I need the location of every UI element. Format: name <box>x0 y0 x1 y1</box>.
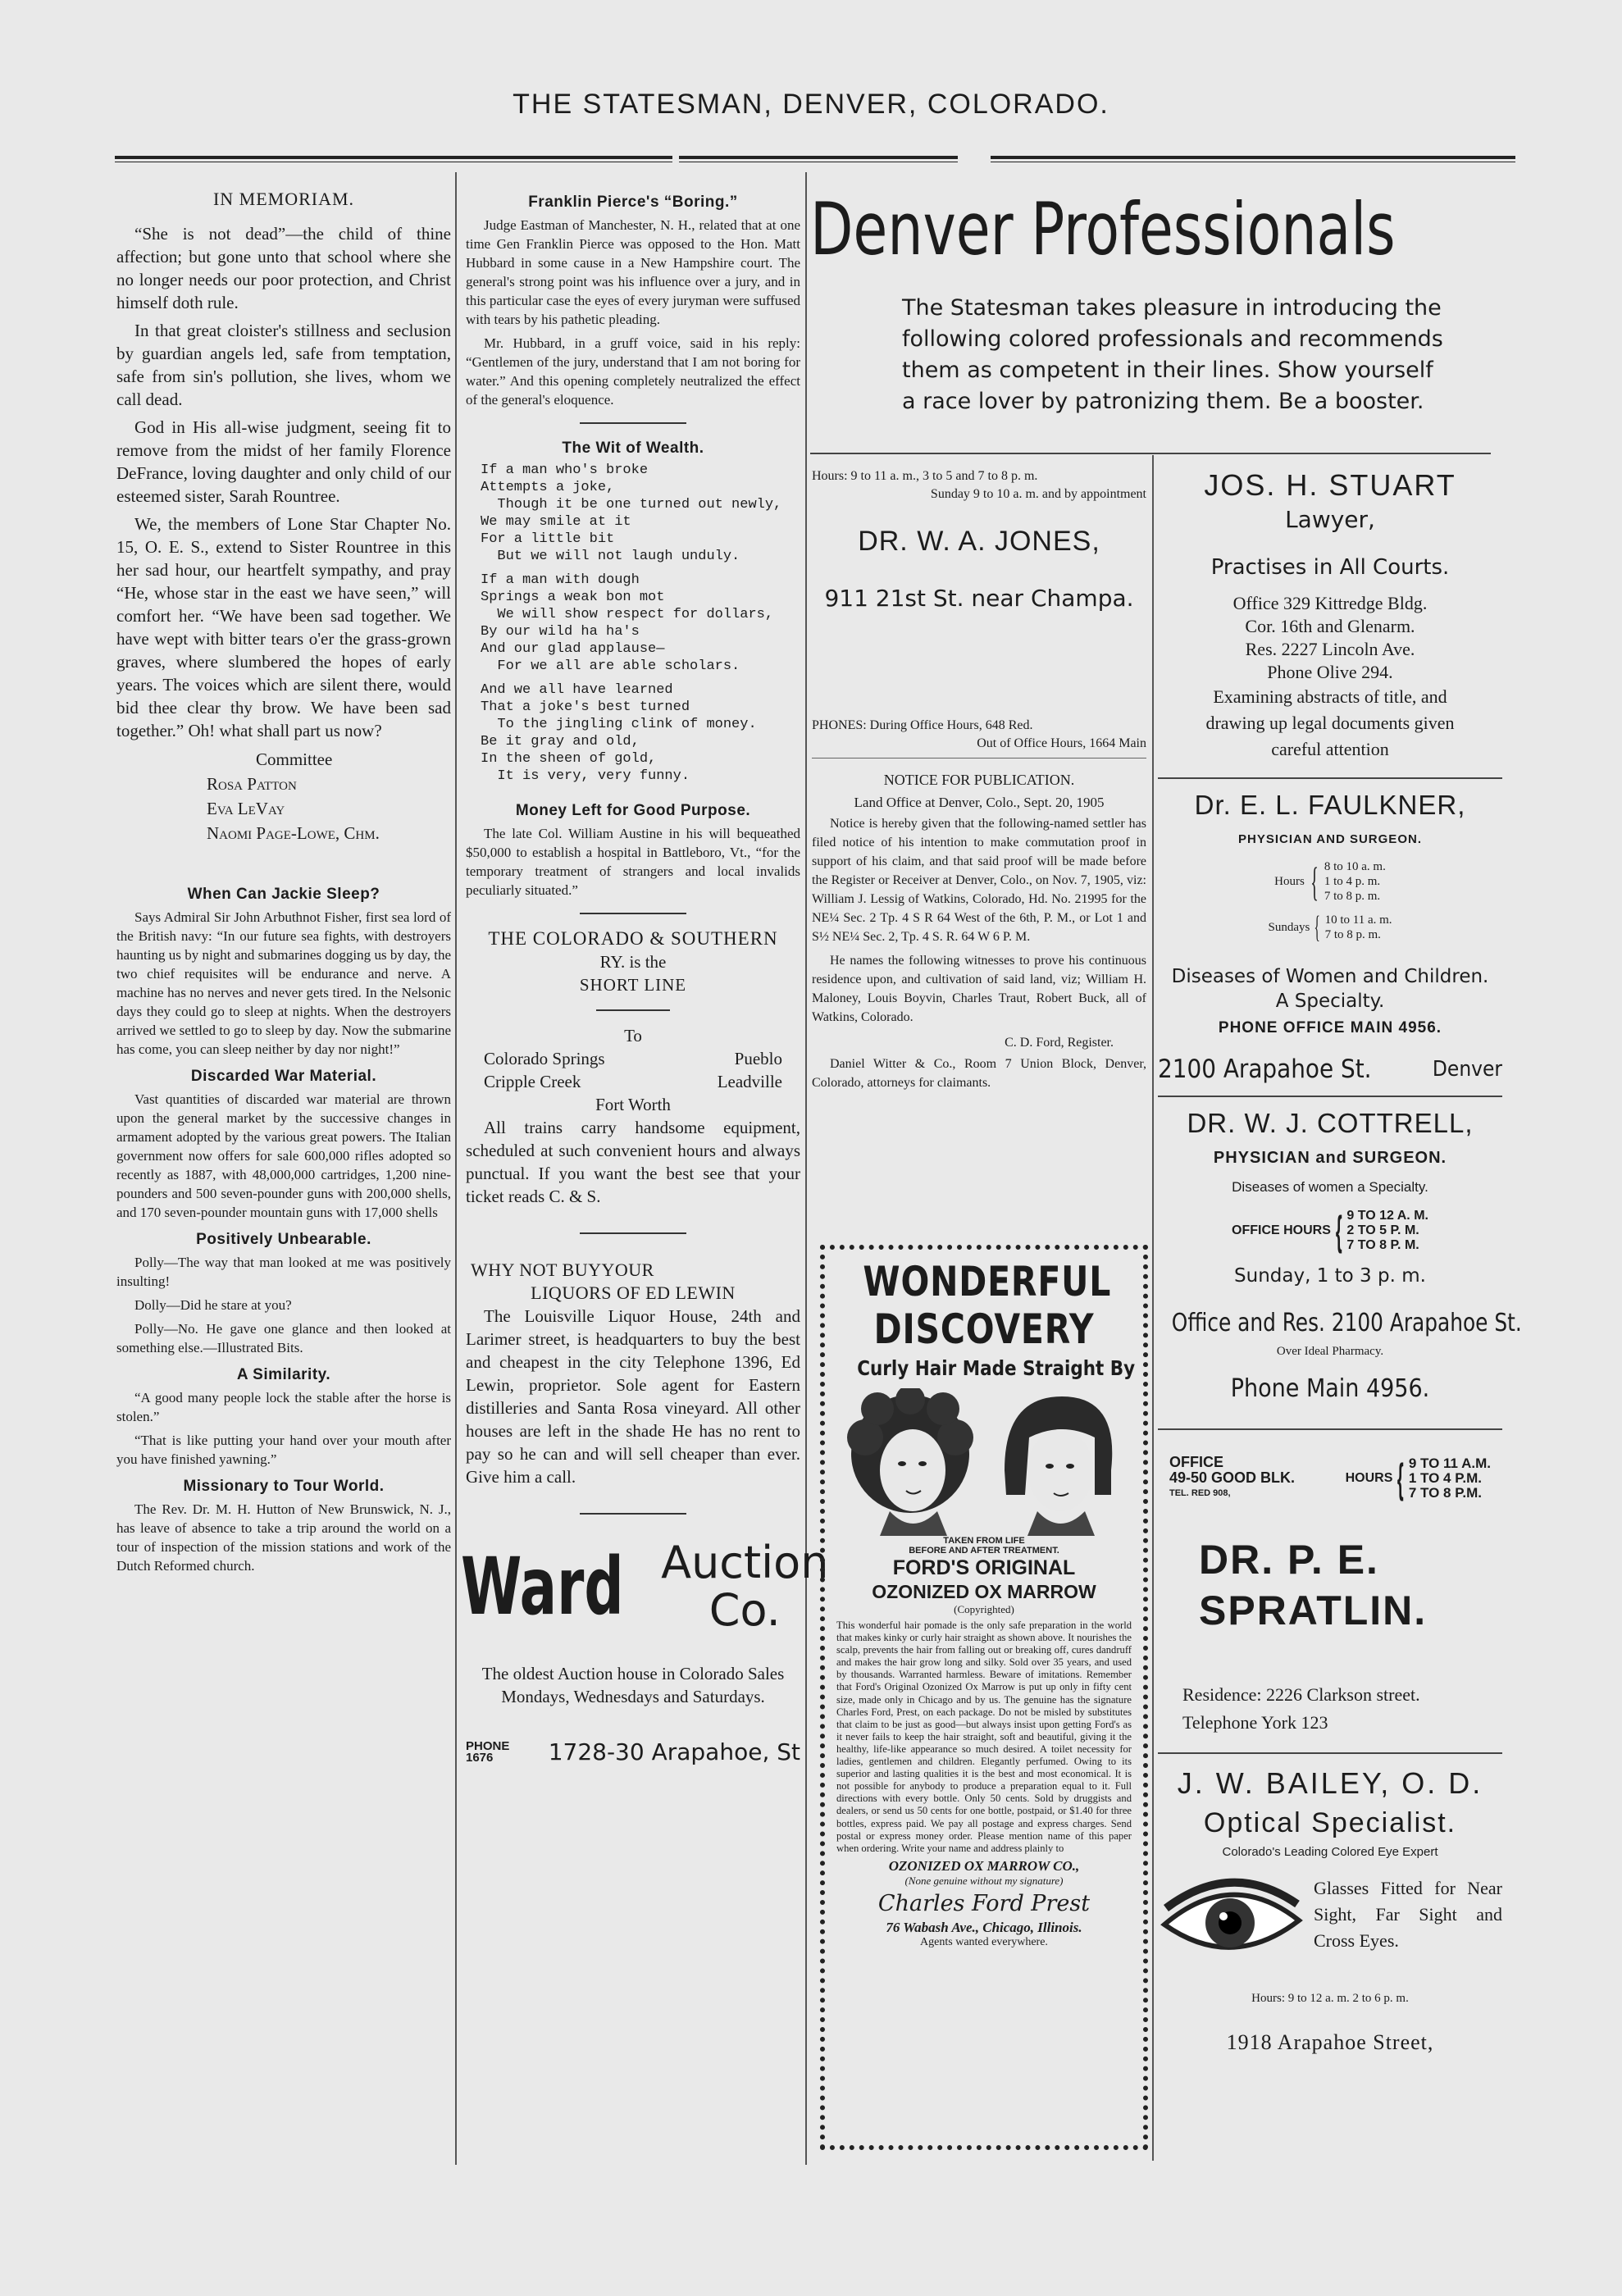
ward-text: The oldest Auction house in Colorado Sales Mondays, Wednesdays and Saturdays. <box>481 1664 785 1706</box>
lewin-text: The Louisville Liquor House, 24th and Larimer street, is headquarters to buy the best and cheapest in the city Telephone 1396, Ed Lewin, proprietor. Sole agent for Eastern distilleries and Santa Rosa vineyard. All other houses are left in the shade He has no rent to pay so he can and will sell cheaper than ever. Give him a call. <box>466 1306 800 1487</box>
committee-label: Committee <box>256 749 333 769</box>
hours-item: 7 to 8 p. m. <box>1324 890 1381 903</box>
wonderful-product: OZONIZED OX MARROW <box>872 1581 1096 1602</box>
money-title: Money Left for Good Purpose. <box>515 802 751 819</box>
memoriam-paragraph: “She is not dead”—the child of thine affection; but gone unto that school where she no longer needs our poor protection, and Christ himself doth rule. <box>116 224 451 312</box>
hours-item: 9 TO 12 A. M. <box>1346 1209 1428 1223</box>
poem-line: But we will not laugh unduly. <box>481 549 740 564</box>
wonderful-caption: TAKEN FROM LIFE <box>943 1536 1025 1546</box>
wonderful-genuine: (None genuine without my signature) <box>904 1874 1064 1887</box>
spratlin-hours <box>1346 1456 1491 1501</box>
similarity-title: A Similarity. <box>236 1366 331 1383</box>
stuart-office: Office 329 Kittredge Bldg. <box>1232 593 1428 613</box>
unbearable-line: Dolly—Did he stare at you? <box>134 1297 292 1313</box>
wonderful-company: OZONIZED OX MARROW CO., <box>888 1857 1080 1874</box>
wonderful-address: 76 Wabash Ave., Chicago, Illinois. <box>886 1919 1082 1935</box>
notice-witnesses: He names the following witnesses to prove his continuous residence upon, and cultivation of said land, viz; William H. Maloney, Louis Boyvin, Charles Traut, Robert Buck, all of Watkins, Colorado. <box>812 954 1146 1024</box>
stuart-text: Examining abstracts of title, and drawing up legal documents given careful attention <box>1205 686 1455 759</box>
war-title: Discarded War Material. <box>190 1068 377 1085</box>
committee-member: Eva LeVay <box>207 799 285 818</box>
war-text: Vast quantities of discarded war material are thrown upon the general market by the successive changes in armament adopted by the various great powers. The Italian government now offers for sale 600,000 rifles adopted so recently as 1887, with 48,000,000 cartridges, 1,200 nine-pounders and 500 seven-pounder guns with 200,000 shells, and 170 seven-pounder mountain guns with 17,000 shells <box>116 1091 451 1220</box>
divider <box>1158 1096 1502 1097</box>
poem-line: If a man who's broke <box>481 462 649 478</box>
unbearable-title: Positively Unbearable. <box>196 1231 371 1248</box>
memoriam-signatures <box>116 747 451 845</box>
brace-icon: { <box>1335 1208 1342 1254</box>
poem-line: And we all have learned <box>481 682 673 698</box>
phone-number: 1676 <box>466 1751 494 1765</box>
poem-line: In the sheen of gold, <box>481 751 657 767</box>
jones-phones: PHONES: During Office Hours, 648 Red. <box>812 718 1033 732</box>
faulkner-specialty: A Specialty. <box>1275 991 1385 1012</box>
lewin-title2: LIQUORS OF ED LEWIN <box>531 1282 736 1303</box>
notice-text: Notice is hereby given that the following-named settler has filed notice of his intention to make commutation proof in support of his claim, and that said proof will be made before the Register or Receiver at Denver, Colo., on Nov. 7, 1905, viz: William J. Lessig of Watkins, Colorado, Hd. No. 21995 for the NE¼ Sec. 2 Tp. 4 S R 64 West of the 6th, P. M., or Lot 1 and S½ NE¼ Sec. 2, Tp. 4 S. R. 64 W 6 P. M. <box>812 817 1146 944</box>
lewin-title: WHY NOT BUYYOUR <box>471 1260 654 1280</box>
hours-list <box>1324 859 1386 904</box>
stuart-phone: Phone Olive 294. <box>1267 662 1393 682</box>
missionary-title: Missionary to Tour World. <box>183 1478 385 1495</box>
bailey-name: J. W. BAILEY, O. D. <box>1177 1766 1483 1800</box>
cottrell-over: Over Ideal Pharmacy. <box>1276 1345 1384 1358</box>
cottrell-phone: Phone Main 4956. <box>1230 1374 1430 1403</box>
header-rule-right <box>991 156 1515 162</box>
stuart-role: Lawyer, <box>1285 506 1375 533</box>
phone-label: PHONE <box>466 1739 510 1753</box>
brace-icon: { <box>1397 1455 1405 1501</box>
missionary-text: The Rev. Dr. M. H. Hutton of New Brunswick, N. J., has leave of absence to take a trip around the world on a tour of inspection of the mission stations and work of the Dutch Reformed church. <box>116 1501 451 1574</box>
denver-intro: The Statesman takes pleasure in introducing the following colored professionals and recommends them as competent in their lines. Show yourself a race lover by patronizing them. Be a booster. <box>902 295 1443 414</box>
hours-item: 2 TO 5 P. M. <box>1346 1223 1419 1237</box>
cottrell-specialty: Diseases of women a Specialty. <box>1232 1179 1428 1195</box>
faulkner-sundays <box>1158 912 1502 943</box>
poem-line: Attempts a joke, <box>481 480 615 495</box>
bailey-body <box>1158 1875 1502 1966</box>
wonderful-signature: Charles Ford Prest <box>877 1890 1091 1916</box>
spratlin-office <box>1169 1455 1295 1501</box>
bailey-text: Glasses Fitted for Near Sight, Far Sight and Cross Eyes. <box>1314 1878 1502 1951</box>
sundays-list <box>1325 913 1392 942</box>
jones-hours: Hours: 9 to 11 a. m., 3 to 5 and 7 to 8 p. m. <box>812 469 1038 483</box>
hours-label: HOURS <box>1345 1470 1393 1485</box>
curly-hair-portrait-icon <box>841 1388 980 1536</box>
jones-address: 911 21st St. near Champa. <box>824 585 1134 612</box>
column-3 <box>812 467 1146 1097</box>
ward-auction: Auction <box>661 1537 829 1588</box>
hours-item: 1 TO 4 P.M. <box>1408 1469 1482 1486</box>
money-text: The late Col. William Austine in his will bequeathed $50,000 to establish a hospital in Battleboro, Vt., “for the temporary treatment of strangers and local invalids peculiarly situated.” <box>466 826 800 898</box>
cottrell-office: Office and Res. 2100 Arapahoe St. <box>1171 1309 1522 1337</box>
office-address: 49-50 GOOD BLK. <box>1169 1469 1296 1486</box>
cottrell-name: DR. W. J. COTTRELL, <box>1187 1108 1474 1138</box>
column-2 <box>460 184 829 1765</box>
wonderful-discovery-ad <box>820 1245 1148 2150</box>
wonderful-agents: Agents wanted everywhere. <box>920 1935 1048 1948</box>
divider <box>1158 1428 1502 1430</box>
railway-to: To <box>624 1026 642 1046</box>
bailey-address: 1918 Arapahoe Street, <box>1226 2030 1434 2054</box>
column-divider-3 <box>1152 455 1154 2161</box>
faulkner-role: PHYSICIAN AND SURGEON. <box>1238 832 1422 846</box>
memoriam-title: IN MEMORIAM. <box>212 189 355 209</box>
office-label: OFFICE <box>1169 1454 1223 1470</box>
notice-attorneys: Daniel Witter & Co., Room 7 Union Block, Denver, Colorado, attorneys for claimants. <box>812 1057 1146 1090</box>
wonderful-subtitle: Curly Hair Made Straight By <box>857 1356 1136 1380</box>
faulkner-hours <box>1158 859 1502 904</box>
destination: Fort Worth <box>595 1095 671 1114</box>
poem-line: If a man with dough <box>481 572 640 588</box>
committee-member: Rosa Patton <box>207 774 297 794</box>
stuart-practice: Practises in All Courts. <box>1210 555 1450 580</box>
denver-rule <box>810 453 1491 454</box>
memoriam-paragraph: In that great cloister's stillness and seclusion by guardian angels led, safe from temptation, safe from sin's pollution, she lives, whom we call dead. <box>116 321 451 409</box>
similarity-line: “That is like putting your hand over your mouth after you have finished yawning.” <box>116 1433 451 1467</box>
hours-label: OFFICE HOURS <box>1232 1223 1331 1237</box>
jones-name: DR. W. A. JONES, <box>858 526 1100 557</box>
wonderful-copyright: (Copyrighted) <box>954 1603 1014 1615</box>
railway-text: All trains carry handsome equipment, scheduled at such convenient hours and always punctual. If you want the best see that your ticket reads C. & S. <box>466 1118 800 1206</box>
poem-line: To the jingling clink of money. <box>481 717 757 732</box>
ward-name: Ward <box>460 1541 624 1633</box>
header-rule-left <box>115 156 672 162</box>
brace-icon: { <box>1310 859 1319 904</box>
spratlin-office-row <box>1158 1455 1502 1501</box>
pierce-title: Franklin Pierce's “Boring.” <box>528 194 738 211</box>
poem-line: Though it be one turned out newly, <box>481 497 782 512</box>
notice-office: Land Office at Denver, Colo., Sept. 20, 1905 <box>854 795 1105 810</box>
hours-item: 7 TO 8 P.M. <box>1408 1484 1482 1501</box>
ward-phone <box>466 1741 509 1764</box>
faulkner-name: Dr. E. L. FAULKNER, <box>1194 790 1466 820</box>
poem-line: By our wild ha ha's <box>481 624 640 640</box>
hours-item: 9 TO 11 A.M. <box>1408 1455 1491 1471</box>
wonderful-product: FORD'S ORIGINAL <box>892 1556 1076 1579</box>
column-1 <box>116 184 451 1580</box>
denver-professionals-header <box>810 184 1491 417</box>
unbearable-line: Polly—No. He gave one glance and then looked at something else.—Illustrated Bits. <box>116 1321 451 1355</box>
faulkner-city: Denver <box>1432 1057 1502 1082</box>
spratlin-name: DR. P. E. <box>1199 1537 1379 1583</box>
ward-name2 <box>661 1539 828 1634</box>
similarity-line: “A good many people lock the stable after the horse is stolen.” <box>116 1390 451 1424</box>
railway-dest-row <box>466 1070 800 1093</box>
ward-logo <box>460 1537 829 1636</box>
railway-line2: RY. is the <box>599 952 667 972</box>
ward-address: 1728-30 Arapahoe, St <box>548 1738 800 1765</box>
separator <box>580 422 686 424</box>
destination: Cripple Creek <box>484 1072 581 1091</box>
office-tel: TEL. RED 908, <box>1169 1488 1231 1498</box>
destination: Leadville <box>717 1072 782 1091</box>
cottrell-sunday: Sunday, 1 to 3 p. m. <box>1234 1265 1426 1287</box>
wonderful-caption: BEFORE AND AFTER TREATMENT. <box>909 1546 1059 1556</box>
before-after-images <box>836 1388 1132 1536</box>
stuart-name: JOS. H. STUART <box>1204 468 1456 502</box>
wonderful-title: WONDERFUL <box>863 1258 1112 1305</box>
memoriam-paragraph: We, the members of Lone Star Chapter No. 15, O. E. S., extend to Sister Rountree in this her sad hour, our heartfelt sympathy, and pray “He, whose star in the east we have seen,” will comfort her. “We have been sad together. We have wept with bitter tears o'er the grass-grown graves, where slumbered the hopes of early years. The voices which are silent there, would bid thee clear thy brow. We have been sad together.” Oh! what shall part us now? <box>116 514 451 740</box>
sundays-label: Sundays <box>1268 921 1310 934</box>
spratlin-telephone: Telephone York 123 <box>1182 1712 1328 1733</box>
committee-member: Naomi Page-Lowe, Chm. <box>207 823 380 843</box>
straight-hair-portrait-icon <box>988 1388 1128 1536</box>
hours-label: Hours <box>1274 875 1305 888</box>
poem-line: Springs a weak bon mot <box>481 590 665 605</box>
bailey-title: Optical Specialist. <box>1203 1807 1457 1838</box>
destination: Pueblo <box>734 1049 782 1068</box>
pierce-paragraph: Judge Eastman of Manchester, N. H., related that at one time Gen Franklin Pierce was opposed to the Hon. Matt Hubbard in some cause in a New Hampshire court. The general's strong point was his influence over a jury, and in this particular case the eyes of every juryman were suffused with tears by his pathetic pleading. <box>466 217 800 327</box>
column-divider-2 <box>805 172 807 2165</box>
hours-item: 7 to 8 p. m. <box>1324 928 1381 941</box>
ward-phone-row <box>466 1738 800 1765</box>
spratlin-residence: Residence: 2226 Clarkson street. <box>1182 1684 1420 1705</box>
faulkner-address: 2100 Arapahoe St. <box>1158 1055 1372 1084</box>
separator <box>580 1513 686 1515</box>
cottrell-hours <box>1158 1209 1502 1253</box>
poem-line: We will show respect for dollars, <box>481 607 774 622</box>
railway-line1: THE COLORADO & SOUTHERN <box>488 928 778 949</box>
poem-line: For a little bit <box>481 531 615 547</box>
wonderful-text: This wonderful hair pomade is the only safe preparation in the world that makes kinky or curly hair straight as shown above. It nourishes the scalp, prevents the hair from falling out or breaking off, cures dandruff and makes the hair grow long and silky. Sold over 35 years, and used by thousands. Warranted harmless. Beware of imitations. Remember that Ford's Original Ozonized Ox Marrow is put up only in fifty cent size, made only in Chicago and by us. The genuine has the signature Charles Ford, Prest, on each package. Do not be misled by substitutes that claim to be just as good—but always insist upon getting Ford's as it never fails to keep the hair straight, soft and beautiful, giving it the healthy, life-like appearance so much desired. A toilet necessity for ladies, gentlemen and children. Elegantly perfumed. Owing to its superior and lasting qualities it is the best and most economical. It is not possible for anybody to produce a preparation equal to it. Full directions with every bottle. Only 50 cents. Sold by druggists and dealers, or send us 50 cents for one bottle, postpaid, or $1.40 for three bottles, express paid. We pay all postage and express charges. Send postal or express money order. Please mention name of this paper when ordering. Write your name and address plainly to <box>836 1620 1132 1854</box>
pierce-paragraph: Mr. Hubbard, in a gruff voice, said in his reply: “Gentlemen of the jury, understand that I am not boring for water.” And this opening completely neutralized the effect of the general's eloquence. <box>466 335 800 408</box>
hours-item: 1 to 4 p. m. <box>1324 875 1381 888</box>
separator <box>596 1009 670 1011</box>
poem-line: We may smile at it <box>481 514 631 530</box>
railway-line3: SHORT LINE <box>579 975 687 995</box>
jackie-text: Says Admiral Sir John Arbuthnot Fisher, first sea lord of the British navy: “In our future sea fights, with destroyers haunting us by night and submarines dogging us by day, the two chief requisites will be endurance and nerve. A machine has no nerves and never gets tired. In the Nelsonic days they could go to sleep at nights. When the destroyers arrived we settled to go to sleep by day. Now the submarine has come, you can sleep neither by day nor night!” <box>116 909 451 1057</box>
poem-line: It is very, very funny. <box>481 768 690 784</box>
faulkner-phone: PHONE OFFICE MAIN 4956. <box>1218 1019 1442 1036</box>
cottrell-role: PHYSICIAN and SURGEON. <box>1213 1149 1447 1167</box>
unbearable-line: Polly—The way that man looked at me was positively insulting! <box>116 1255 451 1289</box>
bailey-hours: Hours: 9 to 12 a. m. 2 to 6 p. m. <box>1251 1992 1409 2005</box>
divider <box>1158 1752 1502 1754</box>
jones-phones: Out of Office Hours, 1664 Main <box>977 736 1146 750</box>
faulkner-diseases: Diseases of Women and Children. <box>1171 966 1489 987</box>
poem-line: For we all are able scholars. <box>481 658 740 674</box>
railway-dest-row <box>466 1047 800 1070</box>
jackie-title: When Can Jackie Sleep? <box>187 886 380 903</box>
hours-list <box>1346 1209 1428 1253</box>
hours-item: 10 to 11 a. m. <box>1324 913 1392 927</box>
separator <box>580 1232 686 1234</box>
notice-register: C. D. Ford, Register. <box>1005 1036 1114 1050</box>
column-divider-1 <box>455 172 457 2165</box>
column-4 <box>1158 467 1522 2054</box>
masthead: THE STATESMAN, DENVER, COLORADO. <box>513 89 1109 120</box>
divider <box>1158 777 1502 779</box>
jones-hours: Sunday 9 to 10 a. m. and by appointment <box>930 487 1146 501</box>
faulkner-address-row <box>1158 1055 1502 1084</box>
poem-line: That a joke's best turned <box>481 699 690 715</box>
bailey-subtitle: Colorado's Leading Colored Eye Expert <box>1222 1845 1438 1859</box>
hours-item: 8 to 10 a. m. <box>1324 860 1386 873</box>
wit-poem <box>466 462 800 785</box>
brace-icon: { <box>1314 910 1321 945</box>
denver-title: Denver Professionals <box>810 187 1396 271</box>
hours-item: 7 TO 8 P. M. <box>1346 1238 1419 1252</box>
memoriam-paragraph: God in His all-wise judgment, seeing fit to remove from the midst of her family Florence DeFrance, loving daughter and only child of our esteemed sister, Sarah Rountree. <box>116 417 451 506</box>
destination: Colorado Springs <box>484 1049 605 1068</box>
spratlin-name: SPRATLIN. <box>1199 1588 1428 1633</box>
separator <box>580 913 686 914</box>
poem-line: And our glad applause— <box>481 641 665 657</box>
eye-icon <box>1158 1875 1305 1966</box>
stuart-res: Res. 2227 Lincoln Ave. <box>1245 639 1415 659</box>
header-rule-center <box>679 156 958 162</box>
hours-list <box>1409 1456 1491 1501</box>
poem-line: Be it gray and old, <box>481 734 640 749</box>
wit-title: The Wit of Wealth. <box>562 440 704 457</box>
notice-title: NOTICE FOR PUBLICATION. <box>883 772 1075 788</box>
stuart-corner: Cor. 16th and Glenarm. <box>1245 616 1415 636</box>
ward-co: Co. <box>708 1584 781 1636</box>
wonderful-title: DISCOVERY <box>873 1305 1095 1353</box>
